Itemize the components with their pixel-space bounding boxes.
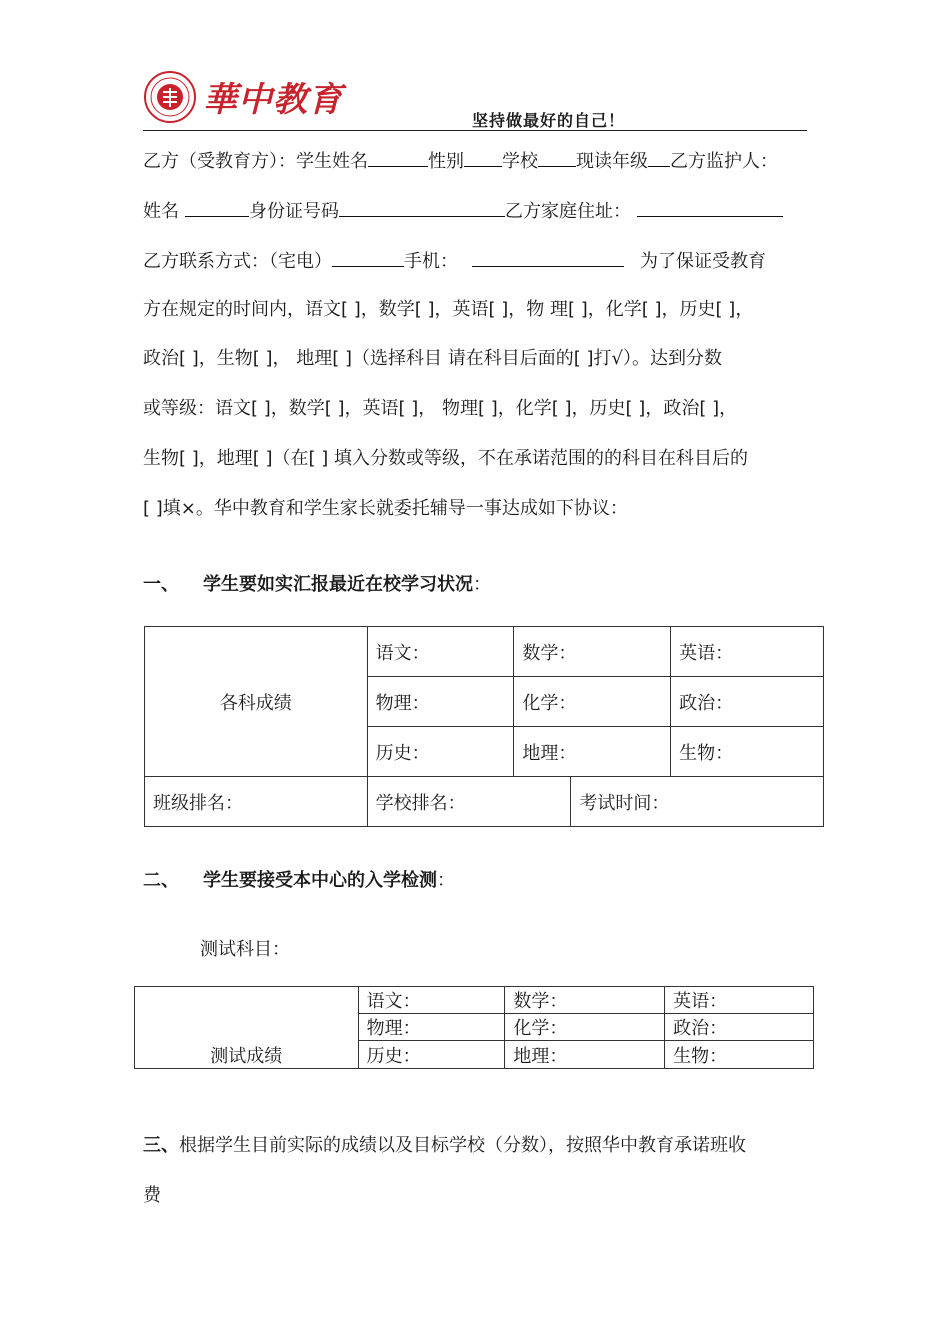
intro-line-8: [ ]填×。华中教育和学生家长就委托辅导一事达成如下协议：	[143, 498, 628, 519]
intro-line-5: 政治[ ]，生物[ ]， 地理[ ]（选择科目 请在科目后面的[ ]打√）。达到分数	[143, 348, 722, 369]
logo-emblem-icon	[143, 70, 197, 124]
guardian-label: 乙方监护人：	[670, 151, 778, 172]
grade-cell-geography[interactable]: 地理：	[514, 727, 671, 777]
guardian-name-blank[interactable]	[185, 198, 249, 217]
gender-blank[interactable]	[464, 148, 502, 167]
intro-line-2	[143, 198, 783, 224]
school-rank-cell[interactable]: 学校排名：	[367, 777, 571, 827]
section-1-title: 学生要如实汇报最近在校学习状况	[203, 574, 473, 595]
grade-label: 现读年级	[576, 151, 648, 172]
section-2-heading: 二、 学生要接受本中心的入学检测：	[143, 870, 455, 891]
grade-cell-politics[interactable]: 政治：	[671, 677, 824, 727]
logo-text: 華中教育	[203, 80, 343, 120]
id-number-blank[interactable]	[339, 198, 505, 217]
id-number-label: 身份证号码	[249, 201, 339, 222]
section-1-number: 一、	[143, 574, 179, 595]
test-scores-label: 测试成绩	[135, 987, 359, 1069]
logo	[143, 70, 343, 126]
test-cell-politics[interactable]: 政治：	[665, 1014, 814, 1041]
school-label: 学校	[502, 151, 538, 172]
section-1-heading: 一、 学生要如实汇报最近在校学习状况：	[143, 574, 491, 595]
grade-cell-physics[interactable]: 物理：	[367, 677, 514, 727]
student-name-blank[interactable]	[368, 148, 428, 167]
intro-line-3	[143, 248, 766, 274]
section-2-number: 二、	[143, 870, 179, 891]
address-label: 乙方家庭住址：	[505, 201, 631, 222]
class-rank-cell[interactable]: 班级排名：	[145, 777, 368, 827]
exam-time-cell[interactable]: 考试时间：	[571, 777, 824, 827]
test-scores-table	[134, 986, 814, 1069]
section-3-paragraph-end: 费	[143, 1185, 161, 1206]
section-2-title: 学生要接受本中心的入学检测	[203, 870, 437, 891]
test-cell-geography[interactable]: 地理：	[505, 1041, 665, 1069]
grade-cell-chemistry[interactable]: 化学：	[514, 677, 671, 727]
test-cell-math[interactable]: 数学：	[505, 987, 665, 1014]
mobile-label: 手机：	[404, 251, 458, 272]
grade-cell-biology[interactable]: 生物：	[671, 727, 824, 777]
intro-line-4: 方在规定的时间内，语文[ ]，数学[ ]，英语[ ]，物 理[ ]，化学[ ]，历史[ ]，	[143, 299, 754, 320]
grades-label: 各科成绩	[145, 627, 368, 777]
address-blank[interactable]	[637, 198, 783, 217]
intro-line-1	[143, 148, 778, 174]
section-3-number: 三、	[143, 1135, 179, 1156]
test-cell-chemistry[interactable]: 化学：	[505, 1014, 665, 1041]
header-divider	[143, 130, 807, 131]
test-cell-chinese[interactable]: 语文：	[358, 987, 505, 1014]
test-cell-english[interactable]: 英语：	[665, 987, 814, 1014]
grade-cell-math[interactable]: 数学：	[514, 627, 671, 677]
section-3-text: 根据学生目前实际的成绩以及目标学校（分数），按照华中教育承诺班收	[179, 1135, 746, 1156]
school-grades-table	[144, 626, 824, 827]
student-name-label: 乙方（受教育方）：学生姓名	[143, 151, 368, 172]
section-3-paragraph	[143, 1134, 746, 1158]
motto: 坚持做最好的自己！	[472, 111, 626, 130]
test-cell-biology[interactable]: 生物：	[665, 1041, 814, 1069]
mobile-blank[interactable]	[472, 248, 624, 267]
school-blank[interactable]	[538, 148, 576, 167]
intro-continuation: 为了保证受教育	[640, 251, 766, 272]
home-phone-label: 乙方联系方式：（宅电）	[143, 251, 332, 272]
grade-cell-chinese[interactable]: 语文：	[367, 627, 514, 677]
grade-cell-history[interactable]: 历史：	[367, 727, 514, 777]
guardian-name-label: 姓名	[143, 201, 179, 222]
gender-label: 性别	[428, 151, 464, 172]
intro-line-6: 或等级：语文[ ]，数学[ ]，英语[ ]， 物理[ ]，化学[ ]，历史[ ]，政治[ ]，	[143, 398, 738, 419]
test-subject-label: 测试科目：	[200, 939, 290, 960]
home-phone-blank[interactable]	[332, 248, 404, 267]
test-cell-physics[interactable]: 物理：	[358, 1014, 505, 1041]
intro-line-7: 生物[ ]，地理[ ]（在[ ] 填入分数或等级，不在承诺范围的的科目在科目后的	[143, 448, 749, 469]
test-cell-history[interactable]: 历史：	[358, 1041, 505, 1069]
grade-cell-english[interactable]: 英语：	[671, 627, 824, 677]
grade-blank[interactable]	[648, 148, 670, 167]
